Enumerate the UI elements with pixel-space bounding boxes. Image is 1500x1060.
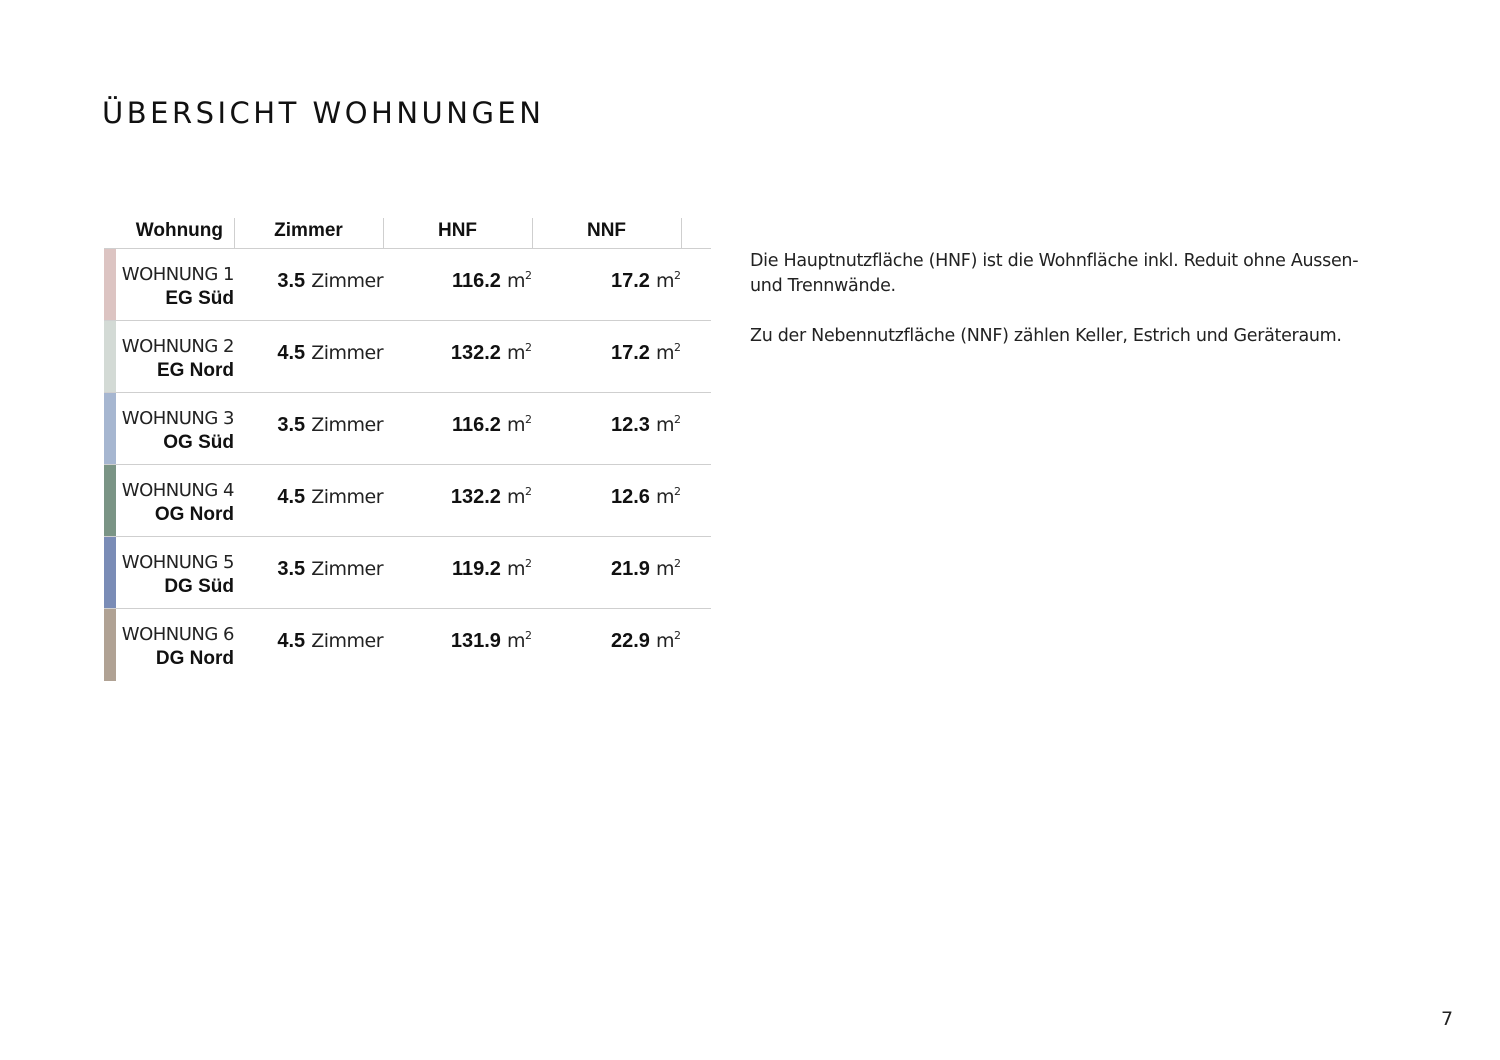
nnf-value: 21.9: [611, 558, 650, 580]
header-wohnung: [104, 216, 234, 246]
description-nnf: Zu der Nebennutzfläche (NNF) zählen Keller, Estrich und Geräteraum.: [750, 326, 1342, 346]
apartment-name: [116, 335, 234, 383]
apartment-number: WOHNUNG 1: [121, 264, 234, 285]
table-row: [104, 465, 711, 537]
hnf-unit-exponent: 2: [525, 629, 532, 642]
header-nnf: NNF: [586, 220, 627, 241]
nnf-cell: [532, 393, 681, 464]
nnf-cell: [532, 465, 681, 536]
table-body: [104, 249, 711, 680]
table-row: [104, 537, 711, 609]
rooms-unit: Zimmer: [311, 414, 383, 436]
apartment-location: EG Süd: [165, 288, 234, 309]
apartment-number: WOHNUNG 6: [121, 624, 234, 645]
rooms-cell: [234, 465, 383, 536]
hnf-cell: [383, 609, 532, 680]
nnf-unit: m: [655, 558, 674, 580]
nnf-cell: [532, 537, 681, 608]
apartment-color-swatch: [104, 321, 116, 392]
rooms-cell: [234, 537, 383, 608]
nnf-value: 17.2: [611, 270, 650, 292]
nnf-cell: [532, 321, 681, 392]
area-description: [750, 249, 1390, 374]
table-row: [104, 609, 711, 680]
table-row: [104, 393, 711, 465]
hnf-value: 132.2: [450, 486, 501, 508]
apartment-name: [116, 407, 234, 455]
apartment-color-swatch: [104, 249, 116, 320]
table-row: [104, 249, 711, 321]
apartment-location: DG Süd: [164, 576, 234, 597]
apartment-color-swatch: [104, 537, 116, 608]
apartment-color-swatch: [104, 393, 116, 464]
apartment-number: WOHNUNG 5: [121, 552, 234, 573]
nnf-unit-exponent: 2: [674, 629, 681, 642]
apartment-name: [116, 623, 234, 671]
apartment-name: [116, 479, 234, 527]
nnf-unit-exponent: 2: [674, 557, 681, 570]
hnf-unit: m: [506, 270, 525, 292]
rooms-value: 4.5: [277, 630, 306, 652]
hnf-cell: [383, 249, 532, 320]
apartment-location: DG Nord: [155, 648, 234, 669]
nnf-unit: m: [655, 486, 674, 508]
rooms-unit: Zimmer: [311, 630, 383, 652]
nnf-unit: m: [655, 630, 674, 652]
rooms-cell: [234, 249, 383, 320]
hnf-value: 116.2: [451, 270, 501, 292]
rooms-unit: Zimmer: [311, 270, 383, 292]
description-hnf: Die Hauptnutzfläche (HNF) ist die Wohnfläche inkl. Reduit ohne Aussen- und Trennwände.: [750, 251, 1359, 296]
hnf-value: 119.2: [451, 558, 501, 580]
page-title: ÜBERSICHT WOHNUNGEN: [102, 96, 545, 130]
nnf-cell: [532, 609, 681, 680]
hnf-unit-exponent: 2: [525, 269, 532, 282]
table-row: [104, 321, 711, 393]
apartment-location: EG Nord: [156, 360, 234, 381]
rooms-cell: [234, 609, 383, 680]
apartments-table: [104, 216, 711, 680]
hnf-unit-exponent: 2: [525, 341, 532, 354]
hnf-cell: [383, 537, 532, 608]
rooms-value: 4.5: [277, 486, 306, 508]
rooms-unit: Zimmer: [311, 342, 383, 364]
nnf-unit-exponent: 2: [674, 269, 681, 282]
nnf-unit: m: [655, 414, 674, 436]
hnf-value: 132.2: [450, 342, 501, 364]
apartment-name: [116, 263, 234, 311]
nnf-value: 17.2: [611, 342, 650, 364]
hnf-cell: [383, 465, 532, 536]
rooms-value: 4.5: [277, 342, 306, 364]
nnf-unit-exponent: 2: [674, 485, 681, 498]
rooms-value: 3.5: [277, 414, 306, 436]
nnf-value: 22.9: [611, 630, 650, 652]
hnf-unit: m: [506, 630, 525, 652]
nnf-unit-exponent: 2: [674, 413, 681, 426]
hnf-unit-exponent: 2: [525, 485, 532, 498]
apartment-location: OG Süd: [163, 432, 234, 453]
nnf-unit: m: [655, 342, 674, 364]
apartment-location: OG Nord: [154, 504, 234, 525]
header-wohnung-label: Wohnung: [135, 220, 223, 241]
hnf-unit: m: [506, 558, 525, 580]
hnf-unit: m: [506, 414, 525, 436]
header-hnf: HNF: [437, 220, 478, 241]
hnf-value: 116.2: [451, 414, 501, 436]
hnf-unit-exponent: 2: [525, 557, 532, 570]
hnf-unit-exponent: 2: [525, 413, 532, 426]
apartment-name: [116, 551, 234, 599]
hnf-unit: m: [506, 342, 525, 364]
apartment-number: WOHNUNG 2: [121, 336, 234, 357]
nnf-unit-exponent: 2: [674, 341, 681, 354]
hnf-cell: [383, 393, 532, 464]
apartment-color-swatch: [104, 465, 116, 536]
hnf-unit: m: [506, 486, 525, 508]
page-number: 7: [1441, 1008, 1454, 1030]
nnf-value: 12.6: [611, 486, 650, 508]
nnf-value: 12.3: [611, 414, 650, 436]
nnf-unit: m: [655, 270, 674, 292]
hnf-cell: [383, 321, 532, 392]
hnf-value: 131.9: [450, 630, 501, 652]
rooms-unit: Zimmer: [311, 486, 383, 508]
rooms-value: 3.5: [277, 270, 306, 292]
header-divider: [681, 218, 682, 248]
apartment-number: WOHNUNG 3: [121, 408, 234, 429]
apartment-color-swatch: [104, 609, 116, 681]
nnf-cell: [532, 249, 681, 320]
rooms-unit: Zimmer: [311, 558, 383, 580]
rooms-value: 3.5: [277, 558, 306, 580]
header-zimmer: Zimmer: [274, 220, 343, 241]
rooms-cell: [234, 393, 383, 464]
apartment-number: WOHNUNG 4: [121, 480, 234, 501]
rooms-cell: [234, 321, 383, 392]
table-header: [104, 216, 711, 249]
